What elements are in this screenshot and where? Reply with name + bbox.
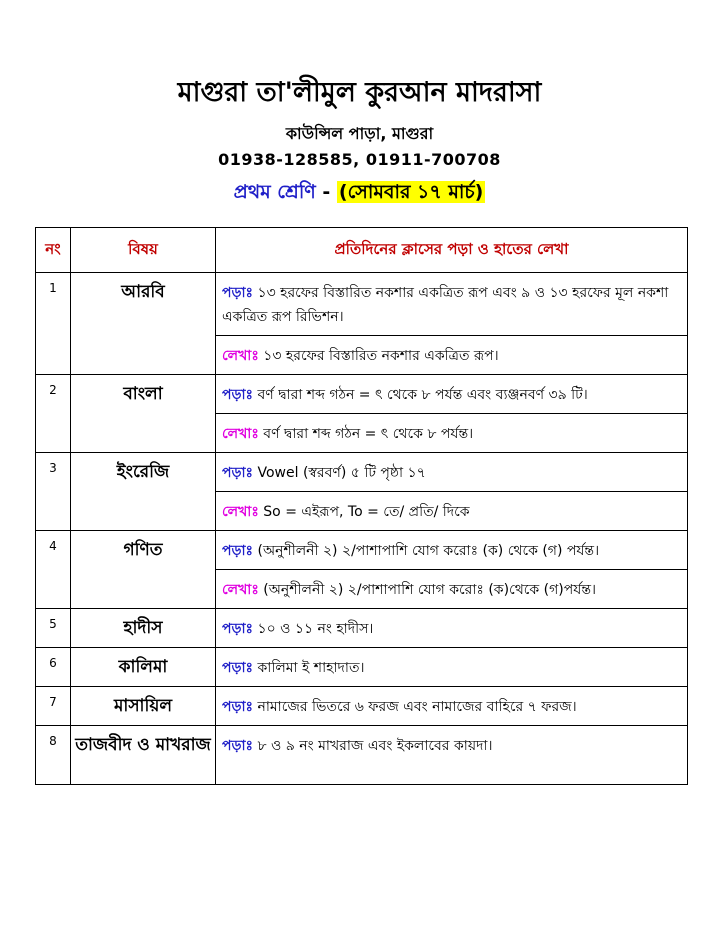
row-number: 5 (36, 609, 71, 648)
read-label: পড়াঃ (222, 738, 254, 754)
read-text: বর্ণ দ্বারা শব্দ গঠন = ৎ থেকে ৮ পর্যন্ত এবং ব্যঞ্জনবর্ণ ৩৯ টি। (257, 387, 588, 403)
write-label: লেখাঃ (222, 426, 259, 442)
read-cell (216, 273, 688, 336)
row-number: 1 (36, 273, 71, 375)
row-subject: আরবি (71, 273, 216, 375)
table-row (36, 726, 688, 785)
read-label: পড়াঃ (222, 543, 254, 559)
header-lesson: প্রতিদিনের ক্লাসের পড়া ও হাতের লেখা (216, 228, 688, 273)
read-text: ৮ ও ৯ নং মাখরাজ এবং ইকলাবের কায়দা। (257, 738, 493, 754)
row-subject: হাদীস (71, 609, 216, 648)
read-label: পড়াঃ (222, 699, 254, 715)
write-cell (216, 570, 688, 609)
table-row (36, 687, 688, 726)
row-subject: কালিমা (71, 648, 216, 687)
phone-numbers: 01938-128585, 01911-700708 (218, 150, 501, 169)
read-cell (216, 726, 688, 785)
row-number: 3 (36, 453, 71, 531)
row-subject: ইংরেজি (71, 453, 216, 531)
table-row (36, 453, 688, 492)
lesson-table (35, 227, 688, 785)
read-label: পড়াঃ (222, 465, 254, 481)
read-text: নামাজের ভিতরে ৬ ফরজ এবং নামাজের বাহিরে ৭ ফরজ। (257, 699, 577, 715)
row-number: 8 (36, 726, 71, 785)
table-header-row (36, 228, 688, 273)
read-cell (216, 453, 688, 492)
write-label: লেখাঃ (222, 504, 259, 520)
table-row (36, 531, 688, 570)
read-text: ১৩ হরফের বিস্তারিত নকশার একত্রিত রূপ এবং ৯ ও ১৩ হরফের মূল নকশা একত্রিত রূপ রিভিশন। (222, 285, 669, 325)
separator: - (315, 181, 337, 203)
write-cell (216, 492, 688, 531)
row-subject: বাংলা (71, 375, 216, 453)
row-number: 2 (36, 375, 71, 453)
read-cell (216, 687, 688, 726)
row-subject: তাজবীদ ও মাখরাজ (71, 726, 216, 785)
table-row (36, 648, 688, 687)
row-number: 4 (36, 531, 71, 609)
read-label: পড়াঃ (222, 660, 254, 676)
read-text: Vowel (স্বরবর্ণ) ৫ টি পৃষ্ঠা ১৭ (257, 465, 426, 481)
write-text: (অনুশীলনী ২) ২/পাশাপাশি যোগ করোঃ (ক)থেকে (গ)পর্যন্ত। (263, 582, 596, 598)
header-subject: বিষয় (71, 228, 216, 273)
read-text: ১০ ও ১১ নং হাদীস। (257, 621, 374, 637)
read-label: পড়াঃ (222, 621, 254, 637)
table-row (36, 273, 688, 336)
class-name: প্রথম শ্রেণি (233, 181, 316, 203)
write-text: বর্ণ দ্বারা শব্দ গঠন = ৎ থেকে ৮ পর্যন্ত। (263, 426, 474, 442)
page-title: মাগুরা তা'লীমুল কুরআন মাদরাসা (177, 77, 542, 108)
row-subject: গণিত (71, 531, 216, 609)
read-cell (216, 648, 688, 687)
write-label: লেখাঃ (222, 582, 259, 598)
address-line: কাউন্সিল পাড়া, মাগুরা (285, 124, 434, 143)
write-label: লেখাঃ (222, 348, 259, 364)
read-label: পড়াঃ (222, 387, 254, 403)
table-row (36, 609, 688, 648)
row-number: 6 (36, 648, 71, 687)
read-label: পড়াঃ (222, 285, 254, 301)
date-highlight: (সোমবার ১৭ মার্চ) (338, 181, 484, 203)
class-date-line (0, 178, 719, 210)
write-cell (216, 336, 688, 375)
read-cell (216, 375, 688, 414)
read-cell (216, 531, 688, 570)
write-cell (216, 414, 688, 453)
row-number: 7 (36, 687, 71, 726)
read-text: কালিমা ই শাহাদাত। (257, 660, 365, 676)
header-number: নং (36, 228, 71, 273)
read-text: (অনুশীলনী ২) ২/পাশাপাশি যোগ করোঃ (ক) থেকে (গ) পর্যন্ত। (257, 543, 600, 559)
table-row (36, 375, 688, 414)
write-text: So = এইরূপ, To = তে/ প্রতি/ দিকে (263, 504, 470, 520)
read-cell (216, 609, 688, 648)
write-text: ১৩ হরফের বিস্তারিত নকশার একত্রিত রূপ। (263, 348, 499, 364)
row-subject: মাসায়িল (71, 687, 216, 726)
